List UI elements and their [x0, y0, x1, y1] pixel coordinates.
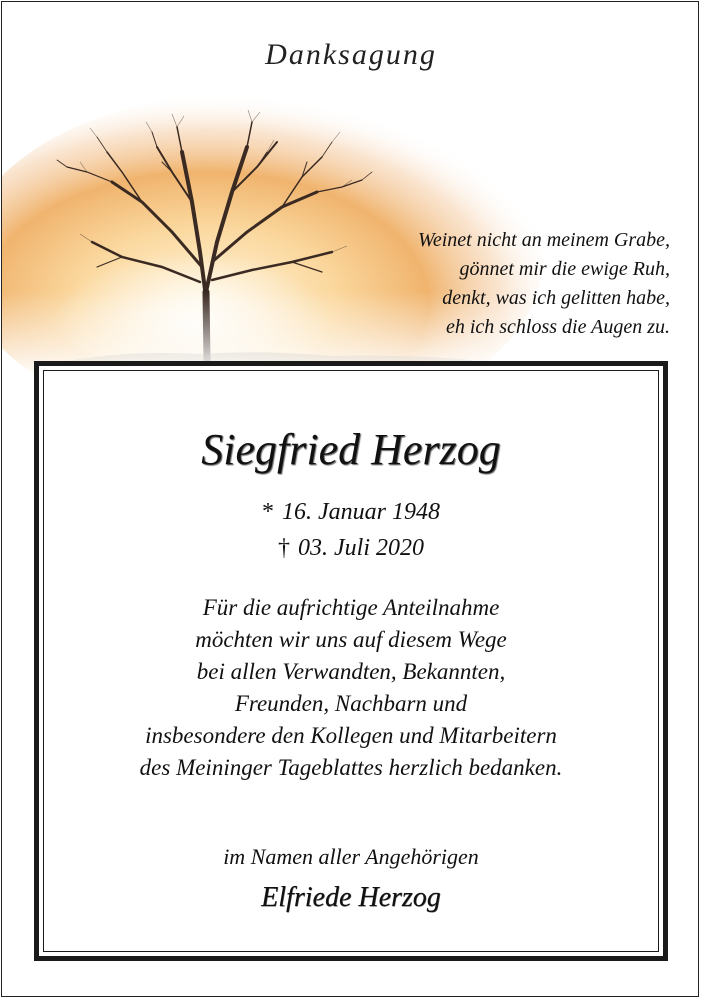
signer-name: Elfriede Herzog	[261, 882, 441, 913]
message-line: Freunden, Nachbarn und	[234, 691, 468, 716]
poem-line: gönnet mir die ewige Ruh,	[459, 258, 670, 280]
death-cross-icon: †	[278, 535, 290, 561]
death-line	[39, 530, 663, 566]
birth-date: 16. Januar 1948	[282, 499, 440, 525]
obituary-card	[34, 361, 668, 961]
birth-line	[39, 494, 663, 530]
message-line: insbesondere den Kollegen und Mitarbeitern	[145, 723, 557, 748]
death-date: 03. Juli 2020	[298, 535, 424, 561]
poem-line: eh ich schloss die Augen zu.	[445, 316, 670, 338]
message-line: bei allen Verwandten, Bekannten,	[196, 659, 506, 684]
poem-line: denkt, was ich gelitten habe,	[442, 287, 670, 309]
relatives-line: im Namen aller Angehörigen	[223, 844, 479, 869]
thanks-message	[39, 592, 663, 784]
deceased-name: Siegfried Herzog	[201, 425, 501, 474]
poem-line: Weinet nicht an meinem Grabe,	[418, 229, 670, 251]
message-line: Für die aufrichtige Anteilnahme	[202, 595, 500, 620]
poem	[340, 226, 670, 342]
message-line: des Meininger Tageblattes herzlich bedanken.	[139, 755, 563, 780]
page-title: Danksagung	[265, 38, 437, 71]
message-line: möchten wir uns auf diesem Wege	[195, 627, 507, 652]
birth-star-icon: *	[262, 499, 274, 525]
life-dates	[39, 494, 663, 566]
